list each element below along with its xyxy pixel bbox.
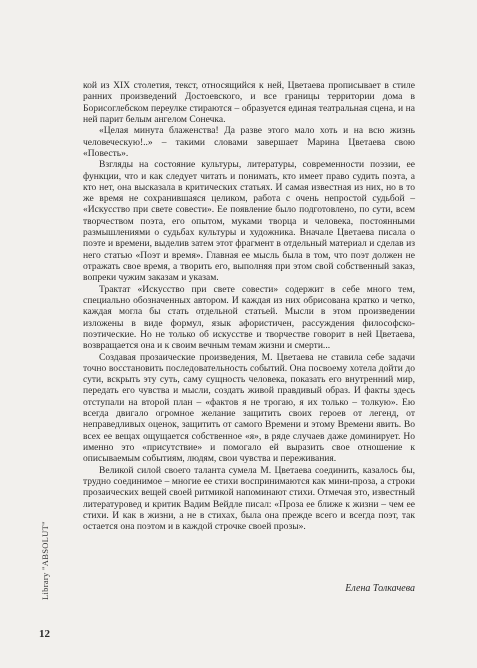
paragraph: «Целая минута блаженства! Да разве этого мало хоть и на всю жизнь человеческую!..» – такими словами завершает Марина Цветаева свою «Повесть». <box>83 125 415 159</box>
page-number: 12 <box>39 628 50 640</box>
body-text <box>83 80 415 533</box>
author-signature: Елена Толкачева <box>345 583 415 594</box>
paragraph: Создавая прозаические произведения, М. Цветаева не ставила себе задачи точно восстановить последовательность событий. Она посвоему хотела дойти до сути, вскрыть эту суть, саму сущность человека, показать его внутренний мир, передать его чувства и мысли, создать живой правдивый образ. И факты здесь отступали на второй план – «фактов я не трогаю, я их только – толкую». Ею всегда двигало огромное желание защитить своих героев от легенд, от неправедливых оценок, защитить от самого Времени и этому Времени явить. Во всех ее вещах ощущается собственное «я», в ряде случаев даже доминирует. Но именно это «присутствие» и помогало ей выразить свое отношение к описываемым событиям, людям, свои чувства и переживания. <box>83 351 415 465</box>
paragraph: кой из XIX столетия, текст, относящийся к ней, Цветаева прописывает в стиле ранних произведений Достоевского, и все границы территории дома в Борисоглебском переулке стираются – образуется единая театральная сцена, и на ней парит белым ангелом Сонечка. <box>83 80 415 125</box>
library-label: Library "ABSOLUT" <box>40 521 50 600</box>
paragraph: Трактат «Искусство при свете совести» содержит в себе много тем, специально обозначенных автором. И каждая из них обрисована кратко и четко, каждая могла бы стать отдельной статьей. Мысли в этом произведении изложены в виде формул, язык афористичен, рассуждения философско-поэтические. Но не только об искусстве и творчестве говорит в ней Цветаева, возвращается она и к своим вечным темам жизни и смерти... <box>83 283 415 352</box>
paragraph: Великой силой своего таланта сумела М. Цветаева соединить, казалось бы, трудно соединимое – многие ее стихи воспринимаются как мини-проза, а строки прозаических вещей своей ритмикой напоминают стихи. Отмечая это, известный литературовед и критик Вадим Вейдле писал: «Проза ее ближе к жизни – чем ее стихи. И как в жизни, а не в стихах, была она прежде всего и всегда поэт, так остается она поэтом и в каждой строчке своей прозы». <box>83 464 415 533</box>
paragraph: Взгляды на состояние культуры, литературы, современности поэзии, ее функции, что и как следует читать и понимать, кто имеет право судить поэта, а кто нет, она высказала в критических статьях. И самая известная из них, но в то же время не сохранившаяся целиком, работа с очень непростой судьбой – «Искусство при свете совести». Ее появление было подготовлено, по сути, всем творчеством поэта, его опытом, муками творца и человека, постоянными размышлениями о судьбах культуры и художника. Вначале Цветаева писала о поэте и времени, выделив затем этот фрагмент в отдельный материал и сделав из него статью «Поэт и время». Главная ее мысль была в том, что поэт должен не отражать свое время, а творить его, выполняя при этом свой собственный заказ, вопреки чужим заказам и указам. <box>83 159 415 284</box>
